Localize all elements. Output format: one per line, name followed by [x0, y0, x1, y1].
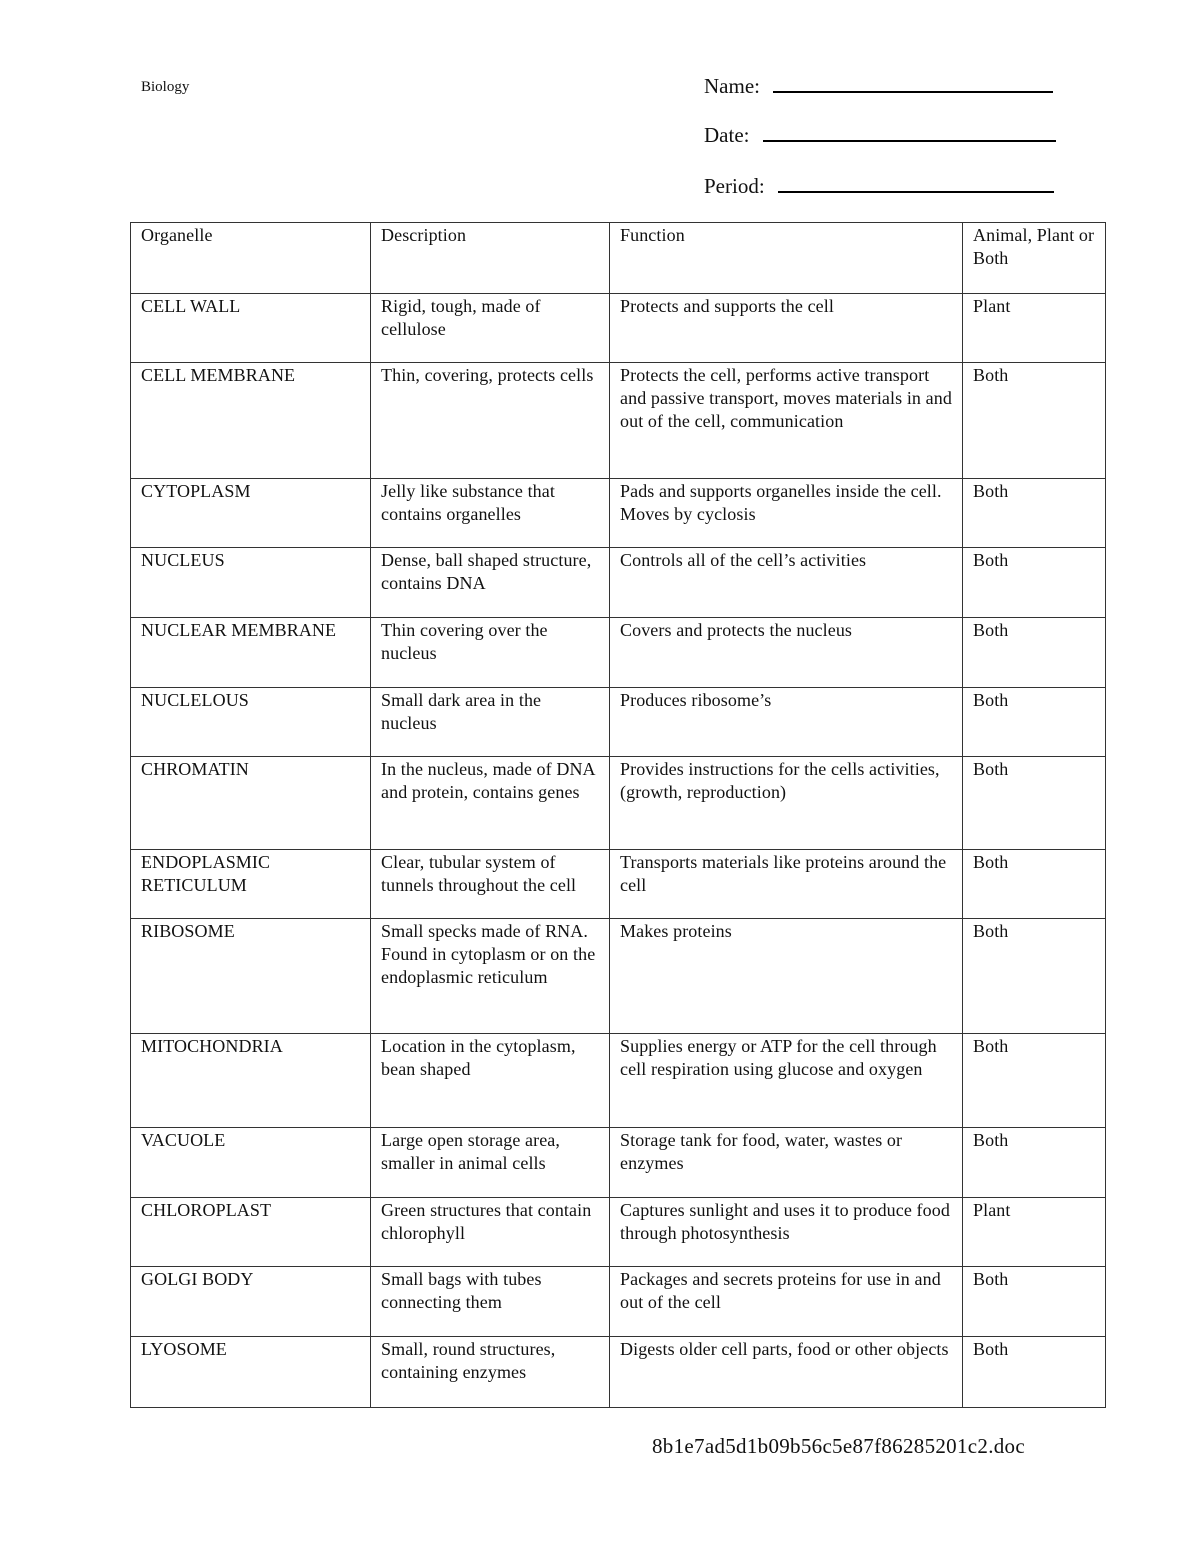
table-row: [131, 1267, 1106, 1337]
table-row: [131, 850, 1106, 919]
location-cell: Both: [963, 757, 1106, 850]
date-field[interactable]: [704, 123, 1056, 148]
location-cell: Both: [963, 850, 1106, 919]
header-organelle: Organelle: [131, 223, 371, 294]
description-cell: Thin, covering, protects cells: [371, 363, 610, 479]
date-blank-line[interactable]: [763, 139, 1056, 142]
organelle-cell: CHLOROPLAST: [131, 1198, 371, 1267]
table-row: [131, 363, 1106, 479]
location-cell: Plant: [963, 1198, 1106, 1267]
organelle-cell: CELL MEMBRANE: [131, 363, 371, 479]
function-cell: Makes proteins: [610, 919, 963, 1034]
organelle-cell: CHROMATIN: [131, 757, 371, 850]
organelle-cell: GOLGI BODY: [131, 1267, 371, 1337]
date-label: Date:: [704, 123, 750, 147]
function-cell: Protects the cell, performs active transport and passive transport, moves materials in and out of the cell, communication: [610, 363, 963, 479]
table-row: [131, 757, 1106, 850]
description-cell: Large open storage area, smaller in animal cells: [371, 1128, 610, 1198]
description-cell: Thin covering over the nucleus: [371, 618, 610, 688]
location-cell: Both: [963, 1267, 1106, 1337]
location-cell: Both: [963, 548, 1106, 618]
name-blank-line[interactable]: [773, 90, 1053, 93]
organelle-cell: NUCLEUS: [131, 548, 371, 618]
function-cell: Supplies energy or ATP for the cell through cell respiration using glucose and oxygen: [610, 1034, 963, 1128]
location-cell: Both: [963, 688, 1106, 757]
function-cell: Protects and supports the cell: [610, 294, 963, 363]
function-cell: Captures sunlight and uses it to produce food through photosynthesis: [610, 1198, 963, 1267]
table-row: [131, 919, 1106, 1034]
location-cell: Both: [963, 618, 1106, 688]
function-cell: Controls all of the cell’s activities: [610, 548, 963, 618]
header-function: Function: [610, 223, 963, 294]
table-row: [131, 479, 1106, 548]
location-cell: Both: [963, 363, 1106, 479]
organelle-cell: VACUOLE: [131, 1128, 371, 1198]
location-cell: Both: [963, 479, 1106, 548]
function-cell: Packages and secrets proteins for use in and out of the cell: [610, 1267, 963, 1337]
function-cell: Provides instructions for the cells activities, (growth, reproduction): [610, 757, 963, 850]
organelle-table: [130, 222, 1106, 1408]
table-row: [131, 1198, 1106, 1267]
organelle-cell: CYTOPLASM: [131, 479, 371, 548]
organelle-cell: NUCLEAR MEMBRANE: [131, 618, 371, 688]
table-row: [131, 1337, 1106, 1408]
period-label: Period:: [704, 174, 765, 198]
organelle-cell: MITOCHONDRIA: [131, 1034, 371, 1128]
organelle-cell: CELL WALL: [131, 294, 371, 363]
location-cell: Both: [963, 1128, 1106, 1198]
description-cell: Clear, tubular system of tunnels throughout the cell: [371, 850, 610, 919]
document-filename: 8b1e7ad5d1b09b56c5e87f86285201c2.doc: [652, 1434, 1025, 1458]
subject-label: Biology: [141, 79, 190, 95]
function-cell: Covers and protects the nucleus: [610, 618, 963, 688]
header-location: Animal, Plant or Both: [963, 223, 1106, 294]
location-cell: Both: [963, 1034, 1106, 1128]
organelle-cell: RIBOSOME: [131, 919, 371, 1034]
name-label: Name:: [704, 74, 760, 98]
period-blank-line[interactable]: [778, 190, 1054, 193]
location-cell: Both: [963, 919, 1106, 1034]
description-cell: Rigid, tough, made of cellulose: [371, 294, 610, 363]
function-cell: Produces ribosome’s: [610, 688, 963, 757]
description-cell: Small bags with tubes connecting them: [371, 1267, 610, 1337]
table-row: [131, 548, 1106, 618]
description-cell: Small dark area in the nucleus: [371, 688, 610, 757]
function-cell: Digests older cell parts, food or other objects: [610, 1337, 963, 1408]
function-cell: Transports materials like proteins around the cell: [610, 850, 963, 919]
organelle-cell: LYOSOME: [131, 1337, 371, 1408]
description-cell: In the nucleus, made of DNA and protein, contains genes: [371, 757, 610, 850]
description-cell: Location in the cytoplasm, bean shaped: [371, 1034, 610, 1128]
table-header-row: [131, 223, 1106, 294]
location-cell: Plant: [963, 294, 1106, 363]
description-cell: Green structures that contain chlorophyll: [371, 1198, 610, 1267]
function-cell: Pads and supports organelles inside the cell. Moves by cyclosis: [610, 479, 963, 548]
description-cell: Small specks made of RNA. Found in cytoplasm or on the endoplasmic reticulum: [371, 919, 610, 1034]
table-row: [131, 1034, 1106, 1128]
table-row: [131, 294, 1106, 363]
location-cell: Both: [963, 1337, 1106, 1408]
description-cell: Dense, ball shaped structure, contains DNA: [371, 548, 610, 618]
table-row: [131, 618, 1106, 688]
period-field[interactable]: [704, 174, 1054, 199]
header-description: Description: [371, 223, 610, 294]
description-cell: Small, round structures, containing enzymes: [371, 1337, 610, 1408]
function-cell: Storage tank for food, water, wastes or enzymes: [610, 1128, 963, 1198]
name-field[interactable]: [704, 74, 1053, 99]
table-row: [131, 688, 1106, 757]
organelle-cell: ENDOPLASMIC RETICULUM: [131, 850, 371, 919]
description-cell: Jelly like substance that contains organelles: [371, 479, 610, 548]
table-row: [131, 1128, 1106, 1198]
organelle-cell: NUCLELOUS: [131, 688, 371, 757]
